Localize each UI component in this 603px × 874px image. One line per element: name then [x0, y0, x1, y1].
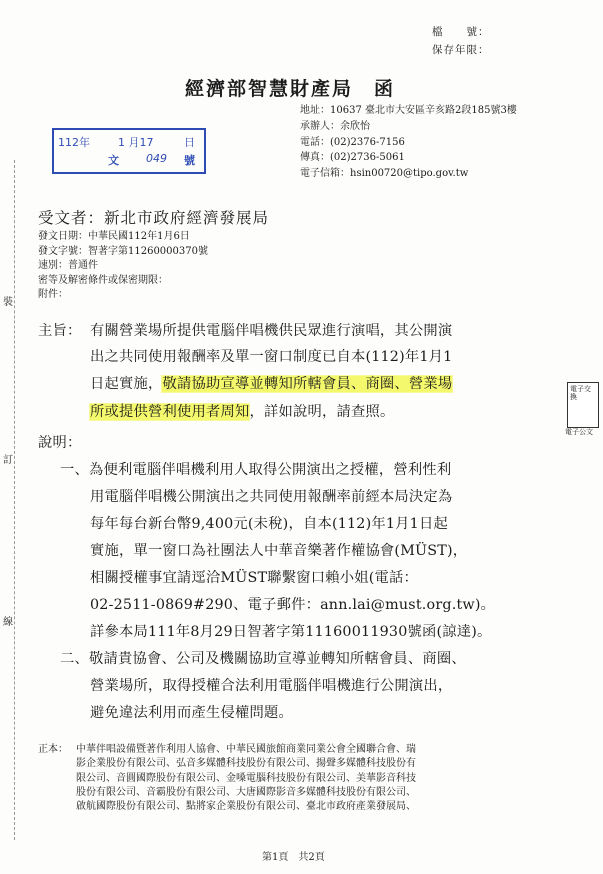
binding-line — [14, 160, 16, 840]
copies-line: 中華伴唱設備暨著作利用人協會、中華民國旅館商業同業公會全國聯合會、瑞 — [76, 744, 416, 755]
recipient-label: 受文者： — [38, 209, 105, 227]
subject-line-4-b: ，詳如說明，請查照。 — [249, 404, 395, 420]
stamp-suffix: 號 — [184, 154, 195, 167]
margin-mark-stitch: 訂 — [3, 455, 13, 466]
subject-line-4 — [90, 401, 394, 421]
speed: 速別：普通件 — [38, 260, 98, 272]
meta-block — [38, 230, 208, 303]
item1-line: 詳參本局111年8月29日智著字第11160011930號函(諒達)。 — [90, 624, 492, 640]
email: 電子信箱：hsin00720@tipo.gov.tw — [300, 168, 469, 180]
phone: 電話：(02)2376-7156 — [300, 136, 405, 148]
copies-list — [76, 743, 416, 814]
stamp-doc-label: 文 — [108, 154, 119, 167]
subject-line-2: 出之共同使用報酬率及單一窗口制度已自本(112)年1月1 — [90, 349, 453, 365]
send-date: 發文日期：中華民國112年1月6日 — [38, 231, 190, 242]
contact-block — [300, 103, 517, 182]
item1-line: 相關授權事宜請逕洽MÜST聯繫窗口賴小姐(電話： — [90, 570, 419, 586]
stamp-doc-number: 049 — [146, 152, 167, 165]
page-number: 第1頁 共2頁 — [262, 852, 325, 863]
copies-label: 正本： — [38, 744, 68, 755]
item1-line: 用電腦伴唱機公開演出之共同使用報酬率前經本局決定為 — [90, 489, 453, 505]
e-document-stamp — [567, 382, 599, 428]
stamp-day: 日 — [184, 136, 195, 149]
doc-number: 發文字號：智著字第11260000370號 — [38, 245, 208, 257]
subject-line-1: 有關營業場所提供電腦伴唱機供民眾進行演唱，其公開演 — [90, 323, 453, 339]
item1-line: 實施，單一窗口為社團法人中華音樂著作權協會(MÜST)， — [90, 543, 468, 559]
recipient-name: 新北市政府經濟發展局 — [104, 209, 270, 227]
margin-mark-line: 線 — [3, 617, 13, 628]
subject-line-3-a: 日起實施， — [90, 376, 163, 392]
item2-line: 營業場所，取得授權合法利用電腦伴唱機進行公開演出， — [90, 678, 453, 694]
stamp-year: 112年 — [58, 136, 90, 149]
item1-line: 一、為便利電腦伴唱機利用人取得公開演出之授權，營利性利 — [60, 462, 452, 478]
item1-line: 每年每台新台幣9,400元(未稅)，自本(112)年1月1日起 — [90, 516, 448, 532]
e-document-stamp-text: 電子交換 — [570, 385, 591, 401]
document-title: 經濟部智慧財產局 函 — [185, 78, 396, 100]
copies-line: 股份有限公司、音霸股份有限公司、大唐國際影音多媒體科技股份有限公司、 — [76, 786, 416, 798]
subject-highlight-1: 敬請協助宣導並轉知所轄會員、商圈、營業場 — [162, 376, 453, 392]
explanation-label: 說明： — [38, 435, 82, 451]
attachment: 附件： — [38, 289, 68, 301]
received-stamp — [52, 128, 206, 174]
address: 地址：10637 臺北市大安區辛亥路2段185號3樓 — [300, 105, 517, 116]
subject-label: 主旨： — [38, 323, 82, 339]
fax: 傳真：(02)2736-5061 — [300, 152, 405, 164]
copies-line: 影企業股份有限公司、弘音多媒體科技股份有限公司、揚聲多媒體科技股份有 — [76, 758, 416, 770]
security-level: 密等及解密條件或保密期限： — [38, 274, 168, 286]
item2-line: 二、敬請貴協會、公司及機關協助宣導並轉知所轄會員、商圈、 — [60, 651, 466, 667]
margin-mark-bind: 裝 — [3, 297, 13, 308]
subject-line-3 — [90, 373, 452, 393]
file-number-label: 檔 號： — [432, 26, 490, 38]
retention-period-label: 保存年限： — [432, 44, 490, 56]
recipient — [38, 206, 269, 228]
item2-line: 避免違法利用而產生侵權問題。 — [90, 705, 293, 721]
handler: 承辦人：余欣怡 — [300, 120, 370, 132]
item1-line: 02-2511-0869#290、電子郵件：ann.lai@must.org.tw)。 — [90, 597, 496, 613]
subject-highlight-2: 所或提供營利使用者周知 — [90, 404, 250, 420]
stamp-month: 1 月17 — [118, 136, 154, 149]
copies-line: 啟航國際股份有限公司、點將家企業股份有限公司、臺北市政府產業發展局、 — [76, 801, 416, 813]
e-document-caption: 電子公文 — [565, 428, 593, 436]
copies-line: 限公司、音圓國際股份有限公司、金嗓電腦科技股份有限公司、美華影音科技 — [76, 772, 416, 784]
